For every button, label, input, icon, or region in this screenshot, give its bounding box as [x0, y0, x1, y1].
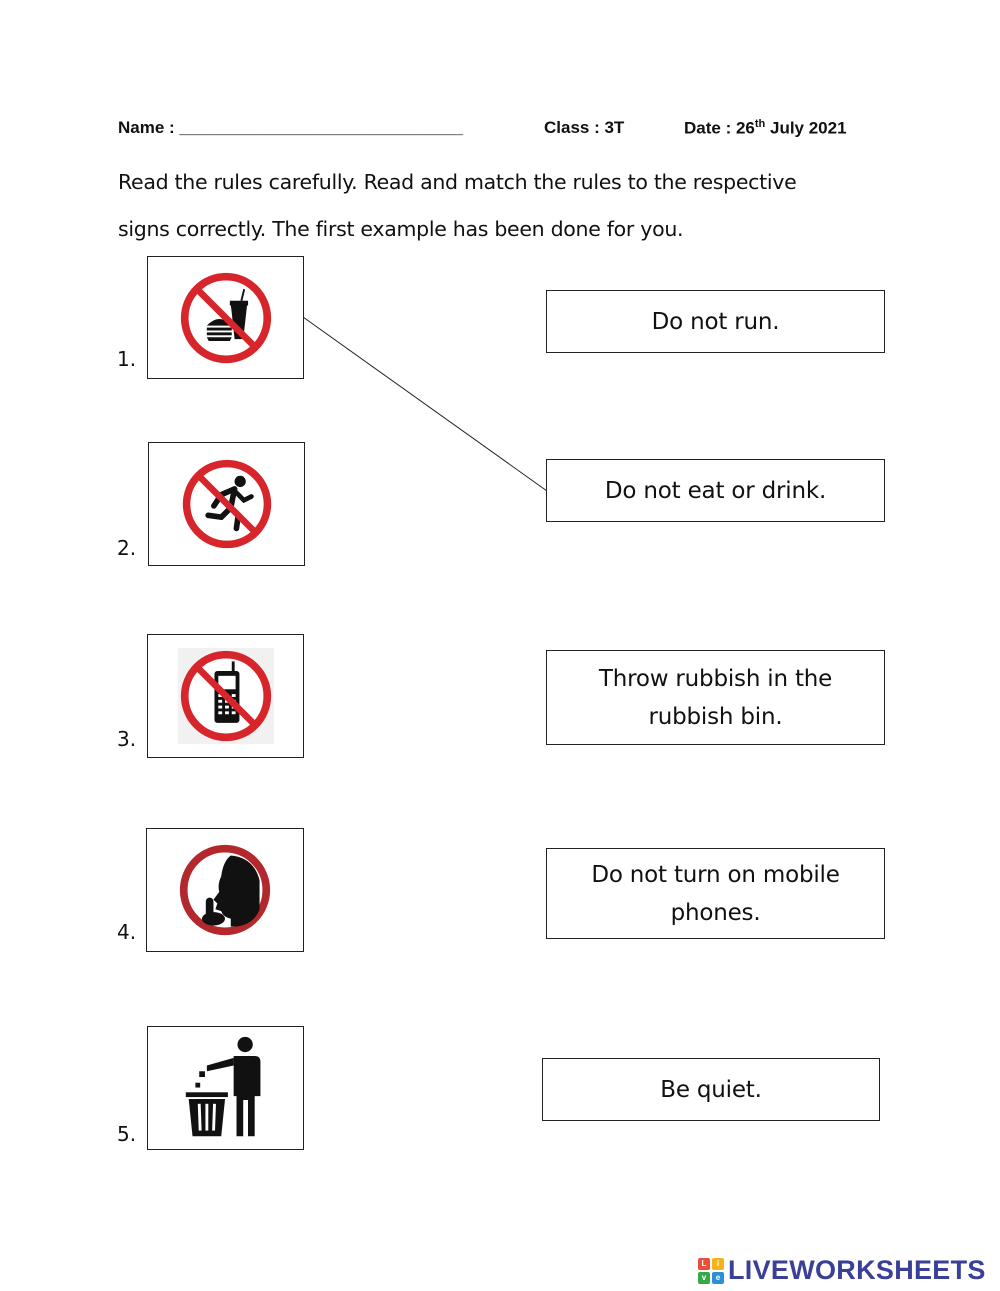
- rule-box-3[interactable]: [546, 650, 885, 745]
- date-label: Date : 26th July 2021: [684, 118, 847, 138]
- rule-box-4[interactable]: [546, 848, 885, 939]
- name-field: [118, 118, 463, 138]
- name-label: Name :: [118, 118, 175, 137]
- rule-box-5[interactable]: [542, 1058, 880, 1121]
- name-blank: ______________________________: [179, 118, 464, 137]
- rule-box-1[interactable]: [546, 290, 885, 353]
- liveworksheets-logo[interactable]: [698, 1255, 986, 1286]
- sign-box-3[interactable]: [147, 634, 304, 758]
- rule-box-2[interactable]: [546, 459, 885, 522]
- sign-number: 1.: [117, 347, 137, 371]
- rule-text: Do not run.: [651, 308, 780, 335]
- sign-box-4[interactable]: [146, 828, 304, 952]
- sign-number: 2.: [117, 536, 137, 560]
- logo-text: LIVEWORKSHEETS: [728, 1255, 986, 1285]
- sign-box-2[interactable]: [148, 442, 305, 566]
- no-running-icon: [180, 457, 274, 551]
- rule-text: Do not turn on mobile: [591, 861, 840, 888]
- sign-number: 4.: [117, 920, 137, 944]
- rule-text: Be quiet.: [660, 1076, 762, 1103]
- no-food-drink-icon: [178, 270, 274, 366]
- sign-box-1[interactable]: [147, 256, 304, 379]
- rule-text: Do not eat or drink.: [604, 477, 827, 504]
- rubbish-bin-icon: [178, 1033, 274, 1143]
- be-quiet-icon: [177, 842, 273, 938]
- rule-text: Throw rubbish in the: [598, 665, 833, 692]
- sign-number: 3.: [117, 727, 137, 751]
- rule-text: phones.: [670, 899, 761, 926]
- instruction-line-1: Read the rules carefully. Read and match the rules to the respective: [118, 170, 797, 194]
- sign-number: 5.: [117, 1122, 137, 1146]
- rule-text: rubbish bin.: [648, 703, 783, 730]
- instruction-line-2: signs correctly. The first example has been done for you.: [118, 217, 684, 241]
- logo-squares-icon: L i v e: [698, 1258, 724, 1284]
- no-mobile-phone-icon: [178, 648, 274, 744]
- class-label: Class : 3T: [544, 118, 625, 137]
- sign-box-5[interactable]: [147, 1026, 304, 1150]
